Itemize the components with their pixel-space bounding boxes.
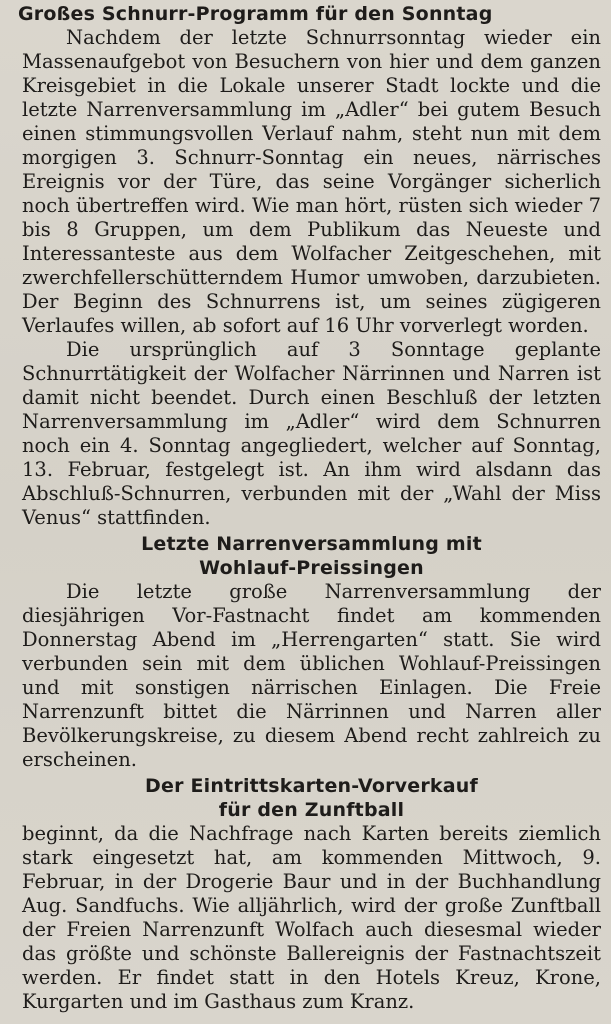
headline-line: Der Eintrittskarten-Vorverkauf [145,775,478,797]
article-narrenversammlung [22,532,601,772]
article-paragraph: beginnt, da die Nachfrage nach Karten bereits ziemlich stark eingesetzt hat, am kommenden Mittwoch, 9. Februar, in der Drogerie Baur und in der Buchhandlung Aug. Sandfuchs. Wie alljährlich, wird der große Zunftball der Freien Narrenzunft Wolfach auch diesesmal wieder das größte und schönste Ballereignis der Fastnachtszeit werden. Er findet statt in den Hotels Kreuz, Krone, Kurgarten und im Gasthaus zum Kranz. [22,822,601,1013]
article-eintrittskarten [22,774,601,1014]
headline-line: Wohlauf-Preissingen [199,557,424,579]
article-headline [22,532,601,580]
article-paragraph: Die ursprünglich auf 3 Sonntage geplante Schnurrtätigkeit der Wolfacher Närrinnen und Narren ist damit nicht beendet. Durch einen Beschluß der letzten Narrenversammlung im „Adler“ wird dem Schnurren noch ein 4. Sonntag angegliedert, welcher auf Sonntag, 13. Februar, festgelegt ist. An ihm wird alsdann das Abschluß-Schnurren, verbunden mit der „Wahl der Miss Venus“ stattfinden. [22,338,601,529]
headline-line: Letzte Narrenversammlung mit [141,533,482,555]
headline-line: für den Zunftball [218,799,405,821]
article-paragraph: Nachdem der letzte Schnurrsonntag wieder ein Massenaufgebot von Besuchern von hier und dem ganzen Kreisgebiet in die Lokale unserer Stadt lockte und die letzte Narrenversammlung im „Adler“ bei gutem Besuch einen stimmungsvollen Verlauf nahm, steht nun mit dem morgigen 3. Schnurr-Sonntag ein neues, närrisches Ereignis vor der Türe, das seine Vorgänger sicherlich noch übertreffen wird. Wie man hört, rüsten sich wieder 7 bis 8 Gruppen, um dem Publikum das Neueste und Interessanteste aus dem Wolfacher Zeitgeschehen, mit zwerchfellerschütterndem Humor umwoben, darzubieten. Der Beginn des Schnurrens ist, um seines zügigeren Verlaufes willen, ab sofort auf 16 Uhr vorverlegt worden. [22,26,601,337]
article-headline: Großes Schnurr-Programm für den Sonntag [18,3,493,25]
article-headline [22,774,601,822]
article-paragraph: Die letzte große Narrenversammlung der diesjährigen Vor-Fastnacht findet am kommenden Donnerstag Abend im „Herrengarten“ statt. Sie wird verbunden sein mit dem üblichen Wohlauf-Preissingen und mit sonstigen närrischen Einlagen. Die Freie Narrenzunft bittet die Närrinnen und Narren aller Bevölkerungskreise, zu diesem Abend recht zahlreich zu erscheinen. [22,580,601,771]
article-schnurr-programm [18,2,601,530]
